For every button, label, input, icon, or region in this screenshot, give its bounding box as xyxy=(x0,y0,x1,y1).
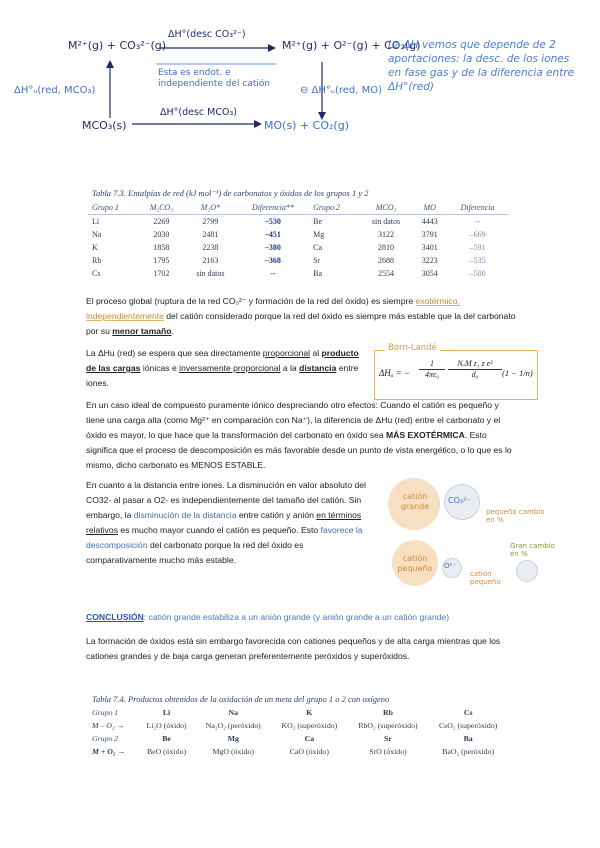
cycle-top-arrow-label: ΔH°(desc CO₃²⁻) xyxy=(168,29,246,40)
formula-frac1 xyxy=(419,359,445,379)
table-cell: 2030 xyxy=(153,230,170,239)
highlight-charge-product: producto de las cargas xyxy=(86,348,359,373)
text-span: al xyxy=(310,348,322,358)
table-cell: 2238 xyxy=(202,243,219,252)
formula-frac2 xyxy=(448,359,502,379)
table-cell: Na₂O₂ (peróxido) xyxy=(205,721,261,730)
table2-grid xyxy=(88,706,508,758)
cycle-carbonate: MCO₃(s) xyxy=(82,119,127,132)
table-row xyxy=(88,241,508,254)
table-cell: Na xyxy=(228,708,239,717)
conclusion-line xyxy=(86,610,526,625)
table-cell: 3223 xyxy=(421,256,438,265)
table-cell: -- xyxy=(270,269,276,278)
paragraph-lattice-proportional xyxy=(86,346,362,391)
text-span: El proceso global (ruptura de la red CO₃²⁻ y formación de la red del óxido) es siempre xyxy=(86,296,414,306)
table-cell: –591 xyxy=(469,243,486,252)
table-cell: Sr xyxy=(384,734,392,743)
table-cell: 2554 xyxy=(378,269,395,278)
text-span: iónicas e xyxy=(140,363,180,373)
formula-tail: (1 − 1/n) xyxy=(502,368,533,378)
big-change-label: Gran cambio en % xyxy=(510,542,555,558)
table-row xyxy=(88,706,508,719)
table-cell: Rb xyxy=(382,708,393,717)
table-cell: Grupo 1 xyxy=(92,708,119,717)
text-span: entre iones. xyxy=(86,363,359,388)
table-cell: 1858 xyxy=(153,243,170,252)
table-cell: sin datos xyxy=(371,217,401,226)
table-cell: Cs xyxy=(463,708,473,717)
paragraph-oxide-formation: La formación de óxidos está sin embargo favorecida con cationes pequeños y de alta carga mientras que los cationes grandes y de baja carga generan preferentemente peróxidos y superóxidos. xyxy=(86,636,501,661)
text-span: En cuanto a la distancia entre iones. La disminución en valor absoluto del CO32- al pasar a O2- es independientemente del tamaño del catión. Sin embargo, la xyxy=(86,480,366,520)
table-cell: Grupo 2 xyxy=(92,734,119,743)
highlight-more-exothermic: MÁS EXOTÉRMICA xyxy=(386,430,465,440)
small-change-label: pequeño cambio en % xyxy=(486,508,545,524)
table1-header-cell: Diferencia xyxy=(447,201,508,215)
table-cell: Be xyxy=(162,734,171,743)
formula-lhs: ΔHᵤ = − xyxy=(379,368,411,378)
cycle-right-label: ⊖ ΔH°ᵤ(red, MO) xyxy=(300,85,383,96)
table-cell: 1702 xyxy=(153,269,170,278)
table-cell: –500 xyxy=(469,269,486,278)
table-row xyxy=(88,732,508,745)
oxide-ball-2 xyxy=(516,560,538,582)
table1-header-cell: Grupo 1 xyxy=(88,201,139,215)
table-row xyxy=(88,254,508,267)
text-span: del catión considerado porque la red del óxido es siempre más estable que la del carbonato por su xyxy=(86,311,516,336)
table-cell: 2688 xyxy=(378,256,395,265)
table-cell: CaO (óxido) xyxy=(289,747,329,756)
highlight-distance-decrease: disminución de la distancia xyxy=(133,510,237,520)
carbonate-label: CO₃²⁻ xyxy=(448,496,471,505)
table-cell: Rb xyxy=(92,256,102,265)
table-cell: CsO₂ (superóxido) xyxy=(438,721,498,730)
highlight-relative-terms: en términos relativos xyxy=(86,510,362,535)
text-span: del carbonato porque la red del óxido es comparativamente mucho más estable. xyxy=(86,540,304,565)
lattice-enthalpy-table xyxy=(88,186,508,280)
cycle-step-note: Esta es endot. e independiente del catión xyxy=(158,68,271,89)
table-cell: Ca xyxy=(304,734,315,743)
table-cell: -- xyxy=(474,217,481,226)
table-row xyxy=(88,745,508,758)
text-span: . Esto significa que el proceso de descomposición es más favorable desde un punto de vista energético, o lo que es lo mismo, dicho carbonato es MENOS ESTABLE. xyxy=(86,430,512,470)
table-cell: K xyxy=(306,708,313,717)
paragraph-global-process xyxy=(86,294,516,339)
table-cell: 3401 xyxy=(421,243,438,252)
frac1-denominator: 4πε₀ xyxy=(419,369,445,379)
table-cell: Be xyxy=(313,217,322,226)
table-cell: 4443 xyxy=(421,217,438,226)
table-cell: M – O₂ → xyxy=(92,721,125,730)
text-span: La ΔHu (red) se espera que sea directamente xyxy=(86,348,263,358)
table-cell: –380 xyxy=(264,243,281,252)
table-cell: M + O₂ → xyxy=(92,747,126,756)
highlight-inverse: inversamente proporcional xyxy=(179,363,281,373)
table-cell: –530 xyxy=(264,217,281,226)
ion-size-sketch xyxy=(382,478,562,596)
table-cell: 3122 xyxy=(378,230,395,239)
frac2-denominator: d₀ xyxy=(448,369,502,379)
text-span: es mucho mayor cuando el catión es pequeño. Esto xyxy=(118,525,321,535)
cycle-bottom-arrow-label: ΔH°(desc MCO₃) xyxy=(160,107,237,118)
cycle-side-note: La ΔH vemos que depende de 2 aportaciones: la desc. de los iones en fase gas y de la diferencia entre ΔH°(red) xyxy=(388,39,575,93)
table-cell: –669 xyxy=(469,230,486,239)
table-cell: 2799 xyxy=(202,217,219,226)
table-cell: Mg xyxy=(313,230,325,239)
table-cell: SrO (óxido) xyxy=(369,747,407,756)
formula-title: Born-Landé xyxy=(385,343,440,353)
table1-header-cell: M₂O* xyxy=(184,201,237,215)
table-cell: 2163 xyxy=(202,256,219,265)
conclusion-label: CONCLUSIÓN xyxy=(86,612,144,622)
small-cation-label: catión pequeño xyxy=(397,554,433,573)
big-cation-label: catión grande xyxy=(400,492,430,511)
table1-header-cell: M₂CO₃ xyxy=(139,201,184,215)
frac2-numerator: NₐM z₁ z e² xyxy=(457,359,493,368)
table2-caption: Tabla 7.4. Productos obtenidos de la oxidación de un meta del grupo 1 o 2 con oxígeno xyxy=(92,694,390,704)
table-cell: Sr xyxy=(313,256,321,265)
table-cell: Na xyxy=(92,230,102,239)
table-cell: RbO₂ (superóxido) xyxy=(358,721,418,730)
table-cell: Li₂O (óxido) xyxy=(146,721,187,730)
highlight-favors-decomposition: favorece la descomposición xyxy=(86,525,363,550)
highlight-distance: distancia xyxy=(299,363,337,373)
oxide-label: O²⁻ xyxy=(444,562,457,570)
thermo-cycle xyxy=(0,0,600,150)
table-cell: –451 xyxy=(264,230,281,239)
table-cell: Ba xyxy=(463,734,473,743)
table-cell: –368 xyxy=(264,256,281,265)
text-span: . xyxy=(171,326,174,336)
text-span: a la xyxy=(280,363,300,373)
table1-header-cell: Grupo 2 xyxy=(309,201,360,215)
table-cell: 2810 xyxy=(378,243,395,252)
conclusion-text: : catión grande estabiliza a un anión grande (y anión grande a un catión grande) xyxy=(143,612,450,622)
text-span: En un caso ideal de compuesto puramente iónico despreciando otro efectos: Cuando el catión es pequeño y tiene una carga alta (como Mg²⁺ en comparación con Na⁺), la diferencia de ΔHu (red) entre el carbonato y el óxido es mayor, lo que hace que la transformación del carbonato en óxido sea xyxy=(86,400,501,440)
paragraph-ideal-case xyxy=(86,398,514,473)
oxidation-products-table xyxy=(88,692,508,758)
table-cell: –535 xyxy=(469,256,486,265)
table-cell: BeO (óxido) xyxy=(146,747,187,756)
table-cell: MgO (óxido) xyxy=(212,747,254,756)
table-cell: 3054 xyxy=(421,269,438,278)
table-cell: Mg xyxy=(227,734,239,743)
table-row xyxy=(88,719,508,732)
table-row xyxy=(88,267,508,280)
table-cell: Li xyxy=(92,217,100,226)
highlight-smaller-size: menor tamaño xyxy=(112,326,172,336)
table-cell: 1795 xyxy=(153,256,170,265)
cycle-left-label: ΔH°ᵤ(red, MCO₃) xyxy=(14,85,96,96)
table1-header-row xyxy=(88,201,508,215)
table-cell: Ba xyxy=(313,269,322,278)
table-cell: 2269 xyxy=(153,217,170,226)
table-cell: BaO₂ (peróxido) xyxy=(442,747,495,756)
table1-header-cell: MCO₃ xyxy=(360,201,413,215)
table-cell: Li xyxy=(162,708,171,717)
table-row xyxy=(88,228,508,241)
table-cell: 2481 xyxy=(202,230,219,239)
table1-grid xyxy=(88,201,508,280)
table1-header-cell: Diferencia** xyxy=(237,201,309,215)
table1-caption: Tabla 7.3. Entalpías de red (kJ mol⁻¹) de carbonatos y óxidos de los grupos 1 y 2 xyxy=(92,188,369,198)
frac1-numerator: 1 xyxy=(430,359,434,368)
cycle-reactants: M²⁺(g) + CO₃²⁻(g) xyxy=(68,39,167,52)
cycle-top-products: M²⁺(g) + O²⁻(g) + CO₂(g) xyxy=(282,39,421,52)
born-lande-formula xyxy=(374,343,538,400)
table-cell: K xyxy=(92,243,98,252)
table-cell: Ca xyxy=(313,243,322,252)
table-cell: sin datos xyxy=(196,269,225,278)
text-span: entre catión y anión xyxy=(236,510,317,520)
table-cell: 3791 xyxy=(421,230,438,239)
paragraph-ion-distance xyxy=(86,478,372,568)
highlight-exothermic: exotérmico, independientemente xyxy=(86,296,460,321)
table1-header-cell: MO xyxy=(412,201,447,215)
highlight-proportional: proporcional xyxy=(262,348,311,358)
table-cell: KO₂ (superóxido) xyxy=(281,721,338,730)
table-row xyxy=(88,215,508,229)
cycle-bottom-products: MO(s) + CO₂(g) xyxy=(264,119,349,132)
table-cell: Cs xyxy=(92,269,101,278)
small-cation-note: catión pequeño xyxy=(470,570,501,586)
